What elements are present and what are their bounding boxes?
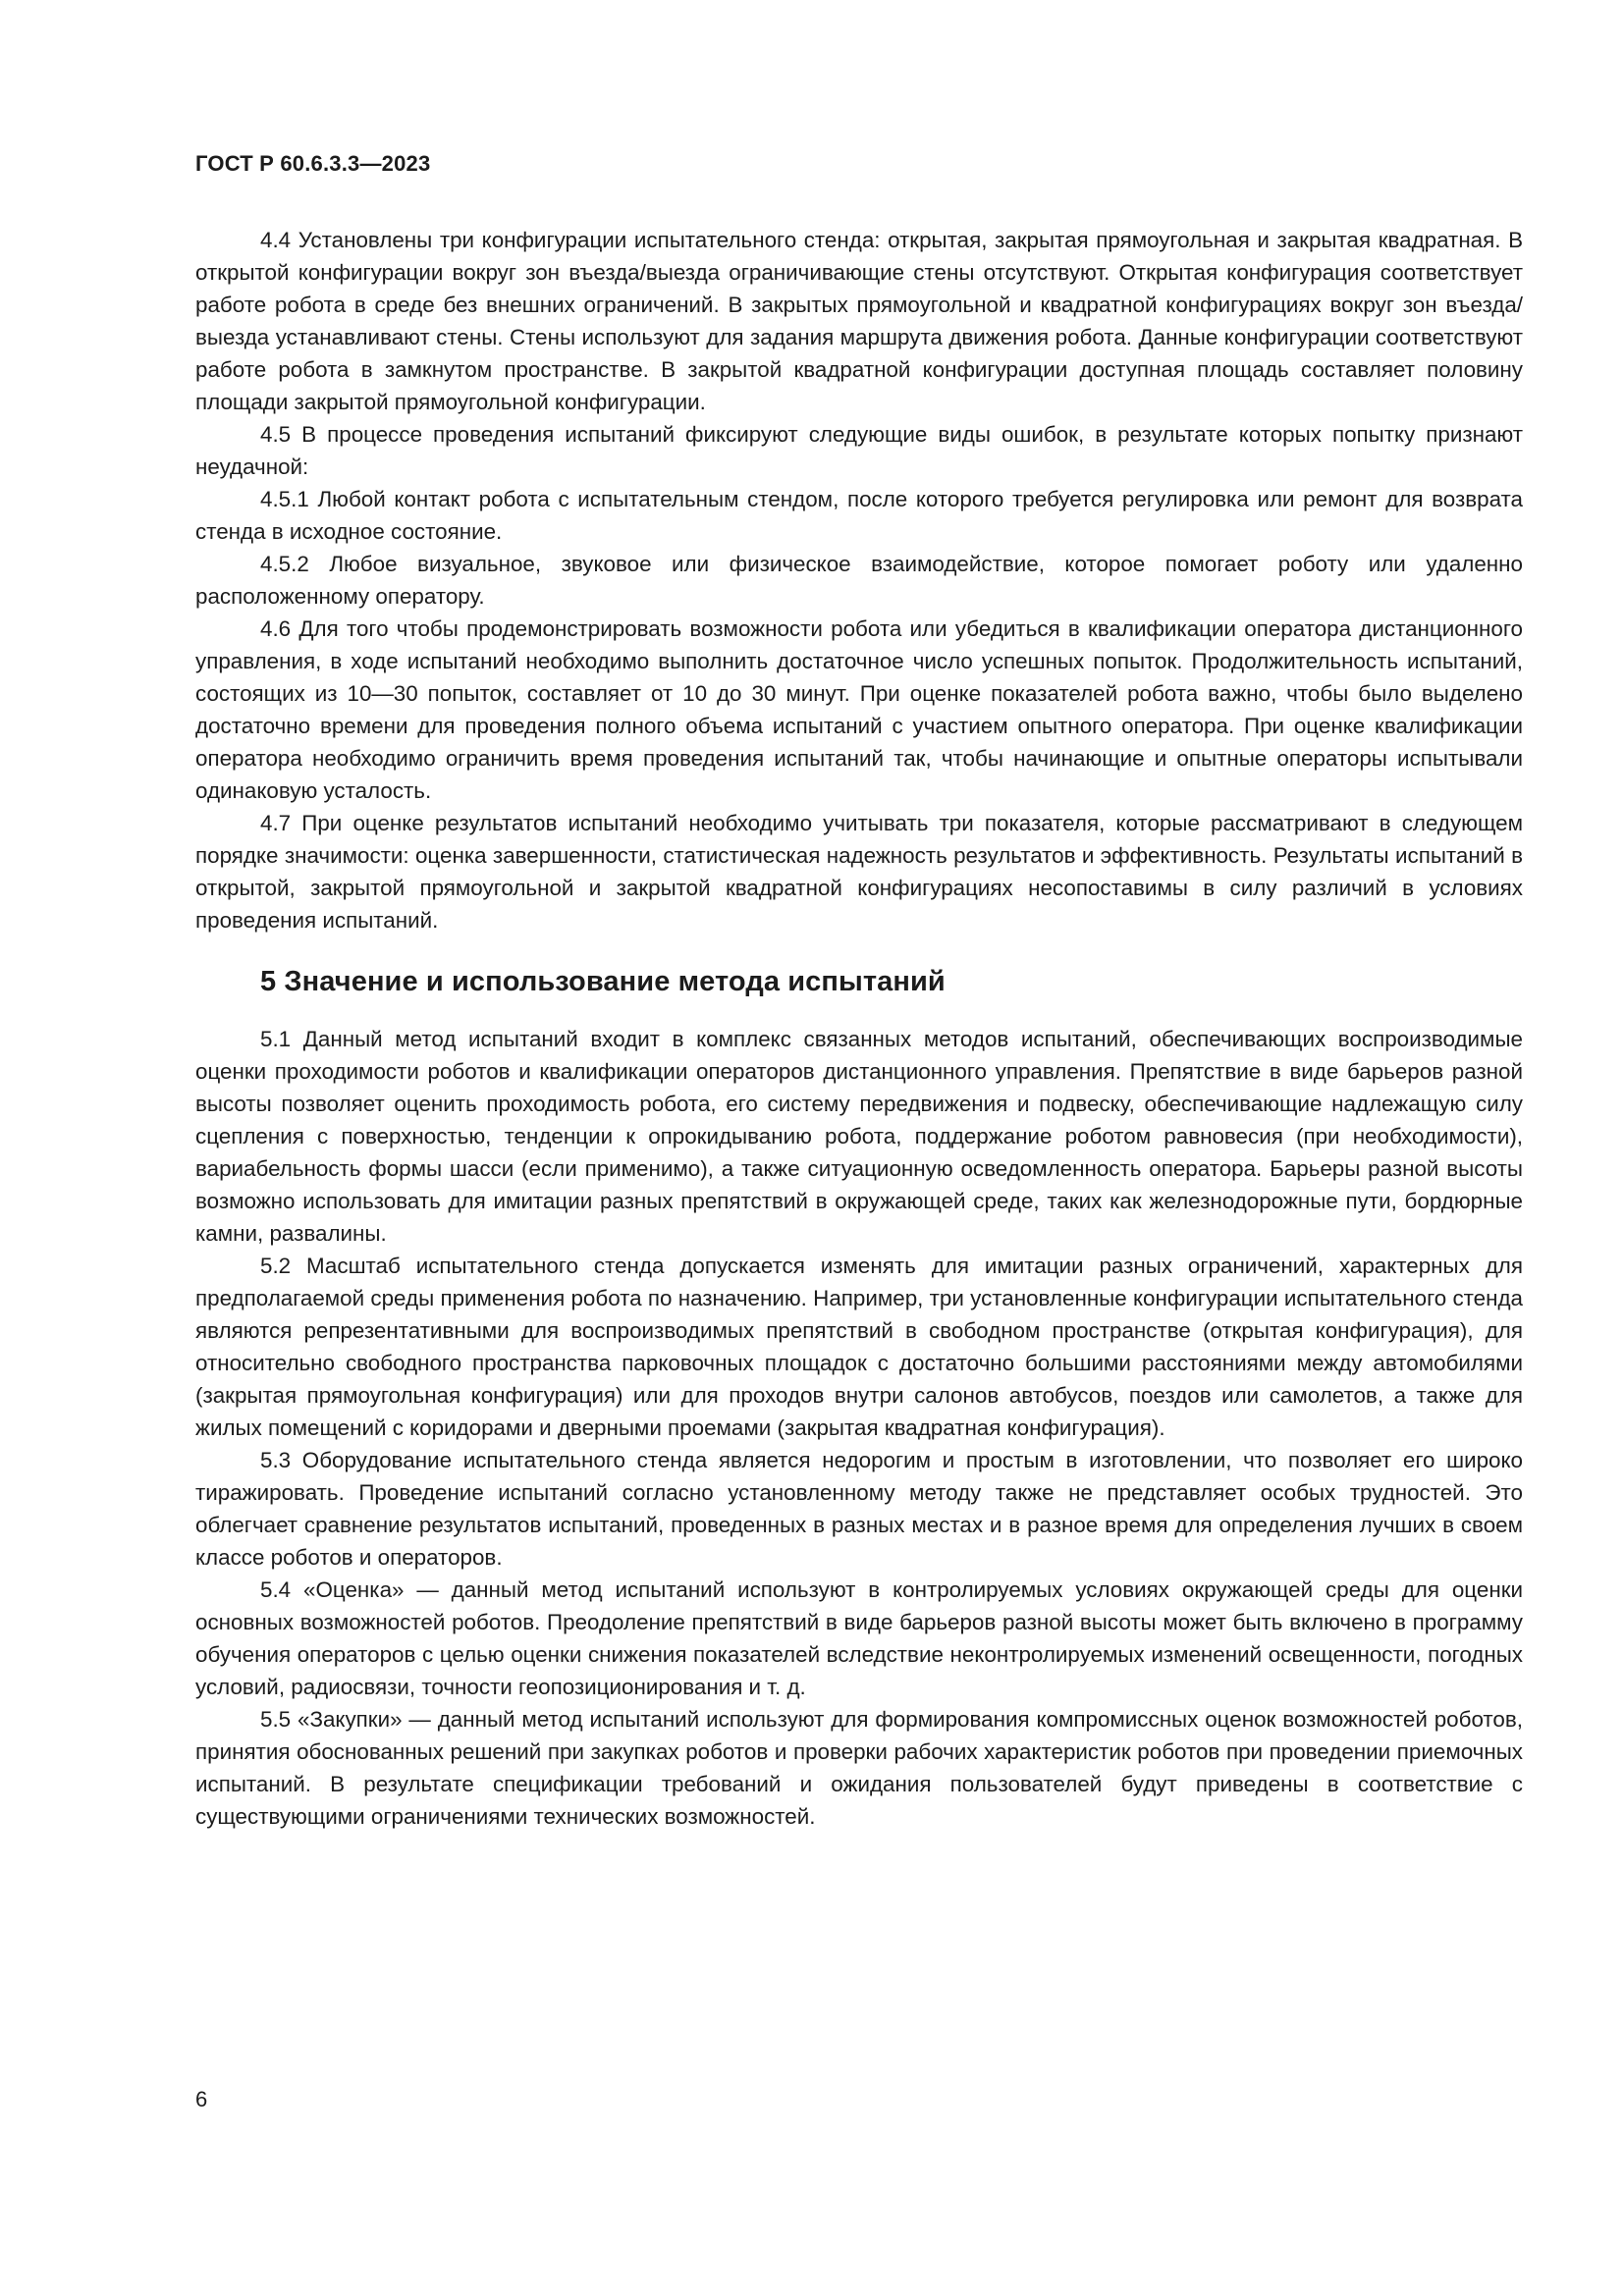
paragraph-5-2: 5.2 Масштаб испытательного стенда допускается изменять для имитации разных ограничений, характерных для предполагаемой среды применения робота по назначению. Например, три установленные конфигурации испытательного стенда являются репрезентативными для воспроизводимых препятствий в свободном пространстве (открытая конфигурация), для относительно свободного пространства парковочных площадок с достаточно большими расстояниями между автомобилями (закрытая прямоугольная конфигурация) или для проходов внутри салонов автобусов, поездов или самолетов, а также для жилых помещений с коридорами и дверными проемами (закрытая квадратная конфигурация). (195, 1254, 1523, 1440)
document-code-header: ГОСТ Р 60.6.3.3—2023 (195, 151, 431, 176)
document-body (195, 224, 1523, 1833)
paragraph-4-6: 4.6 Для того чтобы продемонстрировать возможности робота или убедиться в квалификации оператора дистанционного управления, в ходе испытаний необходимо выполнить достаточное число успешных попыток. Продолжительность испытаний, состоящих из 10—30 попыток, составляет от 10 до 30 минут. При оценке показателей робота важно, чтобы было выделено достаточно времени для проведения полного объема испытаний с участием опытного оператора. При оценке квалификации оператора необходимо ограничить время проведения испытаний так, чтобы начинающие и опытные операторы испытывали одинаковую усталость. (195, 616, 1523, 803)
paragraph-5-3: 5.3 Оборудование испытательного стенда является недорогим и простым в изготовлении, что позволяет его широко тиражировать. Проведение испытаний согласно установленному методу также не представляет особых трудностей. Это облегчает сравнение результатов испытаний, проведенных в разных местах и в разное время для определения лучших в своем классе роботов и операторов. (195, 1448, 1523, 1570)
paragraph-5-5: 5.5 «Закупки» — данный метод испытаний используют для формирования компромиссных оценок возможностей роботов, принятия обоснованных решений при закупках роботов и проверки рабочих характеристик роботов при проведении приемочных испытаний. В результате спецификации требований и ожидания пользователей будут приведены в соответствие с существующими ограничениями технических возможностей. (195, 1707, 1523, 1829)
paragraph-4-5-2: 4.5.2 Любое визуальное, звуковое или физическое взаимодействие, которое помогает роботу или удаленно расположенному оператору. (195, 552, 1523, 609)
paragraph-4-5-1: 4.5.1 Любой контакт робота с испытательным стендом, после которого требуется регулировка или ремонт для возврата стенда в исходное состояние. (195, 487, 1523, 544)
page-number: 6 (195, 2087, 208, 2111)
paragraph-4-4: 4.4 Установлены три конфигурации испытательного стенда: открытая, закрытая прямоугольная и закрытая квадратная. В открытой конфигурации вокруг зон въезда/выезда ограничивающие стены отсутствуют. Открытая конфигурация соответствует работе робота в среде без внешних ограничений. В закрытых прямоугольной и квадратной конфигурациях вокруг зон въезда/выезда устанавливают стены. Стены используют для задания маршрута движения робота. Данные конфигурации соответствуют работе робота в замкнутом пространстве. В закрытой квадратной конфигурации доступная площадь составляет половину площади закрытой прямоугольной конфигурации. (195, 228, 1523, 414)
section-5-heading: 5 Значение и использование метода испытаний (260, 966, 946, 997)
paragraph-4-7: 4.7 При оценке результатов испытаний необходимо учитывать три показателя, которые рассматривают в следующем порядке значимости: оценка завершенности, статистическая надежность результатов и эффективность. Результаты испытаний в открытой, закрытой прямоугольной и закрытой квадратной конфигурациях несопоставимы в силу различий в условиях проведения испытаний. (195, 811, 1523, 933)
paragraph-4-5: 4.5 В процессе проведения испытаний фиксируют следующие виды ошибок, в результате которых попытку признают неудачной: (195, 422, 1523, 479)
paragraph-5-1: 5.1 Данный метод испытаний входит в комплекс связанных методов испытаний, обеспечивающих воспроизводимые оценки проходимости роботов и квалификации операторов дистанционного управления. Препятствие в виде барьеров разной высоты позволяет оценить проходимость робота, его систему передвижения и подвеску, обеспечивающие надлежащую силу сцепления с поверхностью, тенденции к опрокидыванию робота, поддержание роботом равновесия (при необходимости), вариабельность формы шасси (если применимо), а также ситуационную осведомленность оператора. Барьеры разной высоты возможно использовать для имитации разных препятствий в окружающей среде, таких как железнодорожные пути, бордюрные камни, развалины. (195, 1027, 1523, 1246)
paragraph-5-4: 5.4 «Оценка» — данный метод испытаний используют в контролируемых условиях окружающей среды для оценки основных возможностей роботов. Преодоление препятствий в виде барьеров разной высоты может быть включено в программу обучения операторов с целью оценки снижения показателей вследствие неконтролируемых изменений освещенности, погодных условий, радиосвязи, точности геопозиционирования и т. д. (195, 1577, 1523, 1699)
